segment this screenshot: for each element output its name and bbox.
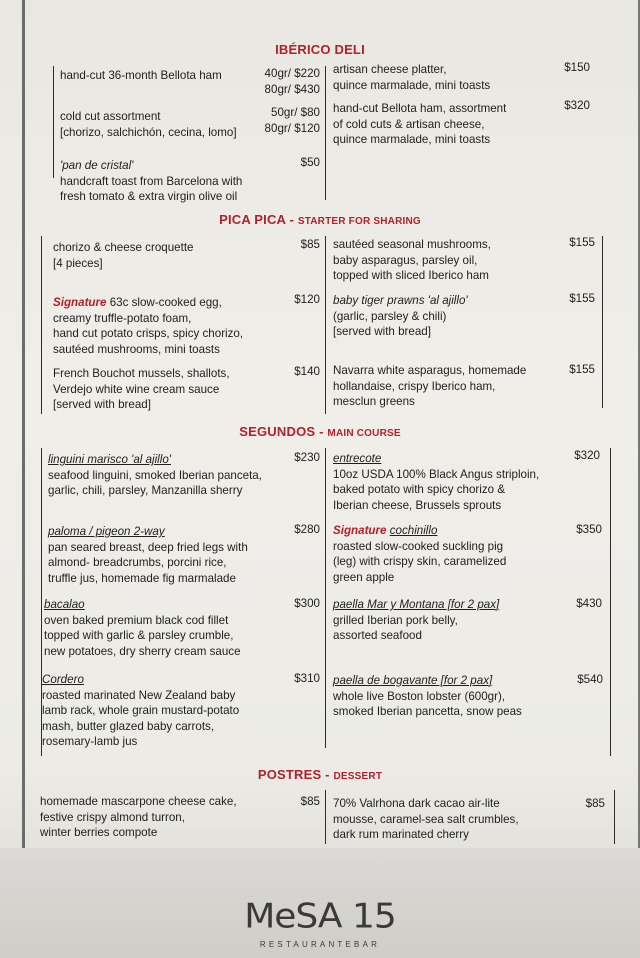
item-text: quince marmalade, mini toasts bbox=[333, 133, 491, 147]
price-cordero bbox=[260, 671, 320, 687]
restaurant-logo-subtitle bbox=[0, 940, 640, 949]
item-text: artisan cheese platter, bbox=[333, 63, 447, 76]
item-text: quince marmalade, mini toasts bbox=[333, 78, 491, 92]
section-title-dash: - bbox=[325, 767, 330, 782]
price-text: $50 bbox=[300, 156, 320, 169]
item-text: lamb rack, whole grain mustard-potato bbox=[42, 704, 240, 718]
item-title: paella de bogavante [for 2 pax] bbox=[333, 674, 493, 687]
menu-item-croquette bbox=[53, 240, 194, 271]
price-cold-cut bbox=[240, 105, 320, 136]
price-entrecote bbox=[540, 448, 600, 464]
item-text: mesclun greens bbox=[333, 395, 415, 409]
menu-item-cheesecake bbox=[40, 794, 237, 841]
price-paloma bbox=[260, 522, 320, 538]
section-title-dash: - bbox=[319, 424, 324, 439]
item-title: 'pan de cristal' bbox=[60, 159, 134, 172]
item-text: new potatoes, dry sherry cream sauce bbox=[44, 644, 241, 658]
price-tiger-prawns bbox=[535, 291, 595, 307]
section-title-iberico bbox=[0, 42, 640, 57]
price-text: $120 bbox=[294, 293, 320, 306]
column-divider bbox=[325, 236, 326, 414]
section-title-text: IBÉRICO DELI bbox=[275, 42, 365, 57]
item-text: chorizo & cheese croquette bbox=[53, 241, 194, 254]
item-text: pan seared breast, deep fried legs with bbox=[48, 540, 248, 554]
column-rule bbox=[602, 236, 603, 408]
item-title: linguini marisco 'al ajillo' bbox=[48, 453, 171, 466]
item-text: cold cut assortment bbox=[60, 110, 161, 123]
menu-item-linguini bbox=[48, 452, 262, 499]
logo-name: MeSA 15 bbox=[244, 897, 396, 936]
menu-item-pan-de-cristal bbox=[60, 158, 242, 205]
item-text: [served with bread] bbox=[53, 398, 151, 412]
item-title: bacalao bbox=[44, 598, 85, 611]
price-text: 50gr/ $80 bbox=[271, 106, 320, 119]
menu-item-seasonal-mushrooms bbox=[333, 237, 491, 284]
column-rule bbox=[610, 448, 611, 756]
menu-item-paloma bbox=[48, 524, 248, 586]
column-rule bbox=[53, 66, 54, 178]
section-title-postres bbox=[0, 767, 640, 782]
item-text: Navarra white asparagus, homemade bbox=[333, 364, 527, 377]
item-text: baby asparagus, parsley oil, bbox=[333, 253, 478, 267]
item-text: French Bouchot mussels, shallots, bbox=[53, 367, 230, 380]
item-text: Verdejo white wine cream sauce bbox=[53, 382, 220, 396]
section-title-text: PICA PICA bbox=[219, 212, 286, 227]
section-subtitle: STARTER FOR SHARING bbox=[297, 216, 421, 227]
menu-item-paella-mar bbox=[333, 597, 499, 644]
item-text: [4 pieces] bbox=[53, 256, 103, 270]
section-title-text: SEGUNDOS bbox=[239, 424, 316, 439]
item-text: Iberian cheese, Brussels sprouts bbox=[333, 498, 502, 512]
price-croquette bbox=[260, 237, 320, 253]
price-cochinillo bbox=[542, 522, 602, 538]
price-text: $155 bbox=[569, 363, 595, 376]
menu-item-white-asparagus bbox=[333, 363, 526, 410]
item-text: seafood linguini, smoked Iberian panceta, bbox=[48, 468, 262, 482]
item-title: entrecote bbox=[333, 452, 382, 465]
menu-item-bacalao bbox=[44, 597, 241, 659]
column-divider bbox=[325, 790, 326, 844]
menu-item-cordero bbox=[42, 672, 239, 750]
price-cheese-platter bbox=[530, 60, 590, 76]
price-text: $540 bbox=[577, 673, 603, 686]
item-text: green apple bbox=[333, 570, 395, 584]
item-text: of cold cuts & artisan cheese, bbox=[333, 117, 485, 131]
menu-item-egg bbox=[53, 295, 243, 357]
price-egg bbox=[260, 292, 320, 308]
item-text: garlic, chili, parsley, Manzanilla sherry bbox=[48, 484, 243, 498]
item-text: hand cut potato crisps, spicy chorizo, bbox=[53, 327, 244, 341]
left-edge bbox=[22, 0, 25, 958]
price-text: $85 bbox=[300, 238, 320, 251]
price-text: $300 bbox=[294, 597, 320, 610]
price-text: $155 bbox=[569, 292, 595, 305]
price-text: $150 bbox=[564, 61, 590, 74]
price-text: $320 bbox=[564, 99, 590, 112]
item-text: [served with bread] bbox=[333, 325, 431, 339]
section-subtitle: DESSERT bbox=[333, 771, 383, 782]
section-title-text: POSTRES bbox=[257, 767, 322, 782]
price-valrhona bbox=[545, 796, 605, 812]
price-text: 80gr/ $430 bbox=[264, 82, 320, 96]
price-text: 80gr/ $120 bbox=[264, 121, 320, 135]
price-mussels bbox=[260, 364, 320, 380]
item-text: topped with sliced Iberico ham bbox=[333, 269, 489, 283]
price-text: $280 bbox=[294, 523, 320, 536]
signature-label: Signature bbox=[53, 296, 107, 309]
column-divider bbox=[325, 448, 326, 748]
item-text: creamy truffle-potato foam, bbox=[53, 311, 192, 325]
menu-item-valrhona bbox=[333, 796, 519, 843]
item-text: sautéed seasonal mushrooms, bbox=[333, 238, 491, 251]
item-text: homemade mascarpone cheese cake, bbox=[40, 795, 237, 808]
price-text: $155 bbox=[569, 236, 595, 249]
price-text: $310 bbox=[294, 672, 320, 685]
item-text: festive crispy almond turron, bbox=[40, 810, 185, 824]
signature-label: Signature bbox=[333, 524, 387, 537]
menu-item-entrecote bbox=[333, 451, 539, 513]
menu-item-mussels bbox=[53, 366, 230, 413]
item-text: mousse, caramel-sea salt crumbles, bbox=[333, 812, 519, 826]
item-text: handcraft toast from Barcelona with bbox=[60, 174, 243, 188]
price-text: $430 bbox=[576, 597, 602, 610]
menu-item-tiger-prawns bbox=[333, 293, 468, 340]
item-text: whole live Boston lobster (600gr), bbox=[333, 689, 506, 703]
column-divider bbox=[325, 66, 326, 200]
item-title: cochinillo bbox=[389, 524, 438, 537]
restaurant-logo bbox=[0, 897, 640, 936]
item-text: smoked Iberian pancetta, snow peas bbox=[333, 705, 522, 719]
column-rule bbox=[614, 790, 615, 844]
item-text: roasted marinated New Zealand baby bbox=[42, 688, 236, 702]
item-text: 63c slow-cooked egg, bbox=[106, 296, 222, 309]
item-title: paloma / pigeon 2-way bbox=[48, 525, 165, 538]
price-white-asparagus bbox=[535, 362, 595, 378]
logo-subtitle-text: RESTAURANTEBAR bbox=[259, 940, 381, 949]
menu-item-cold-cut bbox=[60, 109, 237, 140]
price-bellota-ham bbox=[240, 66, 320, 97]
price-pan-de-cristal bbox=[240, 155, 320, 171]
menu-item-paella-bogavante bbox=[333, 673, 522, 720]
item-text: truffle jus, homemade fig marmalade bbox=[48, 571, 236, 585]
price-paella-mar bbox=[542, 596, 602, 612]
item-text: hand-cut Bellota ham, assortment bbox=[333, 102, 507, 115]
section-title-dash: - bbox=[289, 212, 295, 227]
price-text: $140 bbox=[294, 365, 320, 378]
section-title-segundos bbox=[0, 424, 640, 439]
item-text: rosemary-lamb jus bbox=[42, 735, 138, 749]
price-text: $85 bbox=[585, 797, 605, 810]
item-text: topped with garlic & parsley crumble, bbox=[44, 629, 234, 643]
item-text: (leg) with crispy skin, caramelized bbox=[333, 555, 507, 569]
item-text: (garlic, parsley & chili) bbox=[333, 309, 447, 323]
price-assortment bbox=[530, 98, 590, 114]
price-paella-bogavante bbox=[543, 672, 603, 688]
item-text: baked potato with spicy chorizo & bbox=[333, 483, 506, 497]
menu-item-cheese-platter bbox=[333, 62, 490, 93]
item-text: dark rum marinated cherry bbox=[333, 828, 469, 842]
item-text: assorted seafood bbox=[333, 629, 422, 643]
item-text: almond- breadcrumbs, porcini rice, bbox=[48, 556, 227, 570]
price-text: $230 bbox=[294, 451, 320, 464]
menu-item-assortment bbox=[333, 101, 506, 148]
item-text: [chorizo, salchichón, cecina, lomo] bbox=[60, 125, 237, 139]
item-text: 70% Valrhona dark cacao air-lite bbox=[333, 797, 500, 810]
item-title: baby tiger prawns 'al ajillo' bbox=[333, 294, 468, 307]
price-text: $320 bbox=[574, 449, 600, 462]
item-text: hand-cut 36-month Bellota ham bbox=[60, 69, 222, 82]
price-text: 40gr/ $220 bbox=[264, 67, 320, 80]
price-cheesecake bbox=[260, 794, 320, 810]
item-text: roasted slow-cooked suckling pig bbox=[333, 539, 504, 553]
price-text: $85 bbox=[300, 795, 320, 808]
price-text: $350 bbox=[576, 523, 602, 536]
item-text: hollandaise, crispy Iberico ham, bbox=[333, 379, 496, 393]
item-text: oven baked premium black cod fillet bbox=[44, 613, 229, 627]
column-rule bbox=[41, 236, 42, 414]
item-text: mash, butter glazed baby carrots, bbox=[42, 719, 215, 733]
item-text: sautéed mushrooms, mini toasts bbox=[53, 342, 220, 356]
price-seasonal-mushrooms bbox=[535, 235, 595, 251]
item-text: winter berries compote bbox=[40, 826, 158, 840]
menu-item-cochinillo bbox=[333, 523, 506, 585]
item-title: Cordero bbox=[42, 673, 84, 686]
price-bacalao bbox=[260, 596, 320, 612]
item-text: 10oz USDA 100% Black Angus striploin, bbox=[333, 467, 540, 481]
item-text: fresh tomato & extra virgin olive oil bbox=[60, 190, 238, 204]
section-title-pica-pica bbox=[0, 212, 640, 227]
item-text: grilled Iberian pork belly, bbox=[333, 613, 458, 627]
item-title: paella Mar y Montana [for 2 pax] bbox=[333, 598, 500, 611]
section-subtitle: MAIN COURSE bbox=[327, 428, 401, 439]
menu-item-bellota-ham bbox=[60, 68, 222, 84]
price-linguini bbox=[260, 450, 320, 466]
